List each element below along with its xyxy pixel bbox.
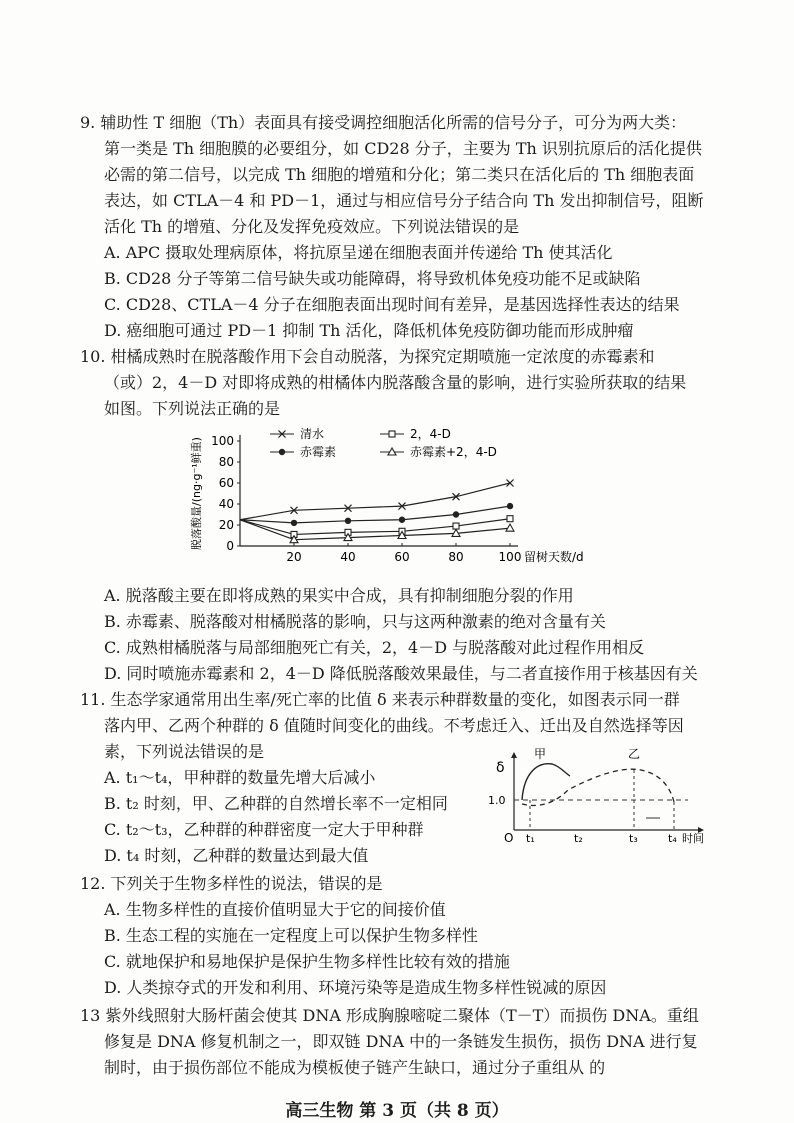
- q11-option-c: C. t₂～t₃，乙种群的种群密度一定大于甲种群: [104, 820, 424, 839]
- x-tick-label: 20: [286, 550, 302, 564]
- q12-option-b: B. 生态工程的实施在一定程度上可以保护生物多样性: [104, 926, 478, 945]
- t1-label: t₁: [526, 832, 535, 845]
- x-tick-label: 40: [340, 550, 356, 564]
- x-axis-label: 留树天数/d: [524, 550, 584, 564]
- y-tick-label: 0: [226, 539, 234, 553]
- series-2-point: [453, 511, 459, 517]
- q9-line-1: 9. 辅助性 T 细胞（Th）表面具有接受调控细胞活化所需的信号分子，可分为两大类：: [80, 113, 687, 132]
- one-label: 1.0: [488, 794, 506, 807]
- y-tick-label: 100: [211, 434, 234, 448]
- q11-option-a: A. t₁～t₄，甲种群的数量先增大后减小: [104, 768, 376, 787]
- series-3-point: [453, 523, 459, 529]
- q9-option-b: B. CD28 分子等第二信号缺失或功能障碍，将导致机体免疫功能不足或缺陷: [104, 269, 641, 288]
- q11-option-d: D. t₄ 时刻，乙种群的数量达到最大值: [104, 846, 369, 865]
- q9-line-4: 表达，如 CTLA－4 和 PD－1，通过与相应信号分子结合向 Th 发出抑制信号，阻断: [104, 191, 704, 210]
- y-tick-label: 80: [218, 455, 234, 469]
- page-footer: 高三生物 第 3 页（共 8 页）: [285, 1101, 509, 1121]
- q13-line-1: 13 紫外线照射大肠杆菌会使其 DNA 形成胸腺嘧啶二聚体（T－T）而损伤 DNA。重组: [80, 1006, 699, 1025]
- x-tick-label: 80: [448, 550, 464, 564]
- t4-label: t₄: [668, 832, 677, 845]
- legend-marker: [389, 431, 395, 437]
- q9-line-3: 必需的第二信号，以完成 Th 细胞的增殖和分化；第二类只在活化后的 Th 细胞表面: [104, 165, 695, 184]
- legend-label: 赤霉素+2，4-D: [410, 445, 497, 459]
- t3-label: t₃: [629, 832, 638, 845]
- q13-line-3: 制时，由于损伤部位不能成为模板使子链产生缺口，通过分子重组从 的: [104, 1058, 606, 1077]
- q12-option-d: D. 人类掠夺式的开发和利用、环境污染等是造成生物多样性锐减的原因: [104, 978, 607, 997]
- q9-line-2: 第一类是 Th 细胞膜的必要组分，如 CD28 分子，主要为 Th 识别抗原后的活化提供: [104, 139, 702, 158]
- q10-line-1: 10. 柑橘成熟时在脱落酸作用下会自动脱落，为探究定期喷施一定浓度的赤霉素和: [80, 347, 655, 366]
- curve-jia: [522, 764, 570, 800]
- t2-label: t₂: [574, 832, 583, 845]
- x-tick-label: 100: [498, 550, 522, 564]
- series-2-point: [291, 520, 297, 526]
- q10-line-3: 如图。下列说法正确的是: [104, 399, 281, 418]
- q9-option-a: A. APC 摄取处理病原体，将抗原呈递在细胞表面并传递给 Th 使其活化: [104, 243, 613, 262]
- q12-option-c: C. 就地保护和易地保护是保护生物多样性比较有效的措施: [104, 952, 510, 971]
- y-tick-label: 40: [218, 497, 234, 511]
- q9-line-5: 活化 Th 的增殖、分化及发挥免疫效应。下列说法错误的是: [104, 217, 520, 236]
- y-tick-label: 20: [218, 518, 234, 532]
- legend-label: 2，4-D: [410, 427, 451, 441]
- series-1-point: [507, 480, 514, 487]
- jia-label: 甲: [534, 747, 547, 761]
- q10-option-d: D. 同时喷施赤霉素和 2，4－D 降低脱落酸效果最佳，与二者直接作用于核基因有关: [104, 664, 698, 683]
- q10-option-a: A. 脱落酸主要在即将成熟的果实中合成，具有抑制细胞分裂的作用: [104, 586, 574, 605]
- origin-label: O: [504, 831, 514, 845]
- y-axis-label: 脱落酸量/(ng·g⁻¹鲜重): [190, 437, 203, 550]
- delta-label: δ: [496, 760, 505, 776]
- yi-label: 乙: [628, 747, 641, 761]
- series-2-point: [399, 517, 405, 523]
- q11-option-b: B. t₂ 时刻，甲、乙种群的自然增长率不一定相同: [104, 794, 448, 813]
- series-2-point: [507, 503, 513, 509]
- q11-line-1: 11. 生态学家通常用出生率/死亡率的比值 δ 来表示种群数量的变化，如图表示同一群: [80, 690, 680, 709]
- time-label: 时间: [682, 832, 704, 845]
- series-4-point: [506, 524, 514, 531]
- q11-line-2: 落内甲、乙两个种群的 δ 值随时间变化的曲线。不考虑迁入、迁出及自然选择等因: [104, 716, 684, 735]
- legend-marker: [279, 449, 285, 455]
- q10-option-c: C. 成熟柑橘脱落与局部细胞死亡有关，2，4－D 与脱落酸对此过程作用相反: [104, 638, 645, 657]
- y-axis-arrow: [511, 752, 517, 758]
- q11-line-3: 素，下列说法错误的是: [104, 742, 265, 761]
- x-tick-label: 60: [394, 550, 410, 564]
- q10-line-2: （或）2，4－D 对即将成熟的柑橘体内脱落酸含量的影响，进行实验所获取的结果: [104, 373, 687, 392]
- series-line-4: [240, 520, 510, 540]
- q9-option-d: D. 癌细胞可通过 PD－1 抑制 Th 活化，降低机体免疫防御功能而形成肿瘤: [104, 321, 634, 340]
- series-line-1: [240, 483, 510, 520]
- legend-label: 清水: [300, 427, 325, 441]
- q13-line-2: 修复是 DNA 修复机制之一，即双链 DNA 中的一条链发生损伤，损伤 DNA 进行复: [104, 1032, 698, 1051]
- q12-line-1: 12. 下列关于生物多样性的说法，错误的是: [80, 874, 383, 893]
- series-3-point: [507, 516, 513, 522]
- y-tick-label: 60: [218, 476, 234, 490]
- legend-label: 赤霉素: [300, 445, 337, 459]
- aba-line-chart: [190, 420, 640, 570]
- q10-option-b: B. 赤霉素、脱落酸对柑橘脱落的影响，只与这两种激素的绝对含量有关: [104, 612, 606, 631]
- q9-option-c: C. CD28、CTLA－4 分子在细胞表面出现时间有差异，是基因选择性表达的结果: [104, 295, 680, 314]
- delta-time-graph: [488, 746, 716, 846]
- q12-option-a: A. 生物多样性的直接价值明显大于它的间接价值: [104, 900, 446, 919]
- series-line-2: [240, 506, 510, 523]
- series-2-point: [345, 518, 351, 524]
